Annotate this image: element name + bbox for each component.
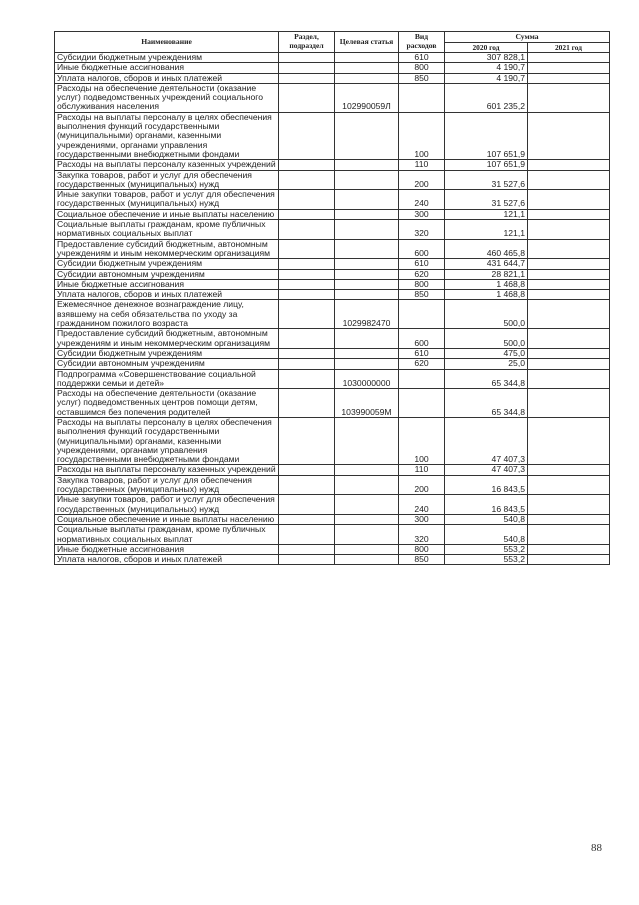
table-body xyxy=(55,53,610,565)
row-sum-2021 xyxy=(528,300,610,329)
table-row xyxy=(55,112,610,159)
row-name: Субсидии бюджетным учреждениям xyxy=(55,53,279,63)
row-sum-2021 xyxy=(528,359,610,369)
row-type: 850 xyxy=(399,73,445,83)
row-name: Расходы на выплаты персоналу казенных учреждений xyxy=(55,465,279,475)
row-target xyxy=(335,112,399,159)
row-section xyxy=(279,495,335,515)
row-sum-2021 xyxy=(528,544,610,554)
row-sum-2020: 65 344,8 xyxy=(445,389,528,418)
row-sum-2021 xyxy=(528,290,610,300)
row-name: Расходы на выплаты персоналу в целях обеспечения выполнения функций государственными (муниципальными) органами, казенными учреждениями, органами управления государственными внебюджетными фондами xyxy=(55,417,279,464)
row-sum-2020: 431 644,7 xyxy=(445,259,528,269)
table-row xyxy=(55,279,610,289)
row-section xyxy=(279,525,335,545)
row-name: Расходы на выплаты персоналу казенных учреждений xyxy=(55,160,279,170)
row-name: Иные бюджетные ассигнования xyxy=(55,544,279,554)
row-type xyxy=(399,389,445,418)
row-name: Иные закупки товаров, работ и услуг для обеспечения государственных (муниципальных) нужд xyxy=(55,190,279,210)
row-section xyxy=(279,329,335,349)
row-section xyxy=(279,190,335,210)
row-sum-2021 xyxy=(528,417,610,464)
row-name: Социальное обеспечение и иные выплаты населению xyxy=(55,209,279,219)
row-name: Иные бюджетные ассигнования xyxy=(55,279,279,289)
row-sum-2020: 4 190,7 xyxy=(445,63,528,73)
row-sum-2021 xyxy=(528,73,610,83)
table-row xyxy=(55,269,610,279)
table-row xyxy=(55,160,610,170)
row-type: 620 xyxy=(399,359,445,369)
table-row xyxy=(55,389,610,418)
page-number: 88 xyxy=(591,842,602,854)
row-name: Субсидии бюджетным учреждениям xyxy=(55,259,279,269)
row-name: Предоставление субсидий бюджетным, автономным учреждениям и иным некоммерческим организациям xyxy=(55,329,279,349)
row-sum-2020: 601 235,2 xyxy=(445,83,528,112)
row-name: Уплата налогов, сборов и иных платежей xyxy=(55,73,279,83)
row-target xyxy=(335,525,399,545)
table-row xyxy=(55,525,610,545)
row-sum-2021 xyxy=(528,190,610,210)
table-row xyxy=(55,465,610,475)
row-type: 240 xyxy=(399,495,445,515)
row-type: 240 xyxy=(399,190,445,210)
row-target xyxy=(335,269,399,279)
row-target xyxy=(335,259,399,269)
row-section xyxy=(279,259,335,269)
row-target xyxy=(335,290,399,300)
row-section xyxy=(279,53,335,63)
row-type: 110 xyxy=(399,465,445,475)
row-name: Уплата налогов, сборов и иных платежей xyxy=(55,555,279,565)
header-name: Наименование xyxy=(55,32,279,53)
row-type: 800 xyxy=(399,279,445,289)
row-sum-2021 xyxy=(528,160,610,170)
table-row xyxy=(55,544,610,554)
row-type: 300 xyxy=(399,209,445,219)
row-section xyxy=(279,290,335,300)
row-type: 610 xyxy=(399,259,445,269)
row-target xyxy=(335,73,399,83)
table-row xyxy=(55,83,610,112)
row-type: 200 xyxy=(399,170,445,190)
row-target: 102990059Л xyxy=(335,83,399,112)
row-type xyxy=(399,83,445,112)
row-section xyxy=(279,83,335,112)
table-row xyxy=(55,190,610,210)
row-target xyxy=(335,475,399,495)
row-name: Подпрограмма «Совершенствование социальной поддержки семьи и детей» xyxy=(55,369,279,389)
row-section xyxy=(279,279,335,289)
row-section xyxy=(279,160,335,170)
row-sum-2020: 107 651,9 xyxy=(445,160,528,170)
row-target xyxy=(335,329,399,349)
row-target xyxy=(335,465,399,475)
row-type: 610 xyxy=(399,53,445,63)
row-section xyxy=(279,544,335,554)
header-sum: Сумма xyxy=(445,32,610,43)
row-section xyxy=(279,63,335,73)
row-target xyxy=(335,220,399,240)
row-sum-2021 xyxy=(528,329,610,349)
table-row xyxy=(55,514,610,524)
row-sum-2021 xyxy=(528,514,610,524)
row-sum-2021 xyxy=(528,555,610,565)
table-row xyxy=(55,555,610,565)
row-name: Иные бюджетные ассигнования xyxy=(55,63,279,73)
row-type: 600 xyxy=(399,239,445,259)
row-name: Предоставление субсидий бюджетным, автономным учреждениям и иным некоммерческим организациям xyxy=(55,239,279,259)
row-section xyxy=(279,112,335,159)
table-row xyxy=(55,495,610,515)
row-name: Уплата налогов, сборов и иных платежей xyxy=(55,290,279,300)
row-section xyxy=(279,209,335,219)
header-year-2021: 2021 год xyxy=(528,43,610,53)
row-target xyxy=(335,209,399,219)
row-target xyxy=(335,359,399,369)
table-row xyxy=(55,63,610,73)
row-target: 1030000000 xyxy=(335,369,399,389)
row-target xyxy=(335,63,399,73)
row-sum-2020: 16 843,5 xyxy=(445,495,528,515)
row-section xyxy=(279,369,335,389)
row-sum-2021 xyxy=(528,259,610,269)
row-name: Закупка товаров, работ и услуг для обеспечения государственных (муниципальных) нужд xyxy=(55,170,279,190)
row-sum-2020: 47 407,3 xyxy=(445,417,528,464)
row-type: 850 xyxy=(399,290,445,300)
row-target xyxy=(335,348,399,358)
row-type: 300 xyxy=(399,514,445,524)
row-sum-2020: 31 527,6 xyxy=(445,170,528,190)
row-sum-2020: 28 821,1 xyxy=(445,269,528,279)
row-section xyxy=(279,239,335,259)
row-section xyxy=(279,220,335,240)
header-type: Вид расходов xyxy=(399,32,445,53)
row-type: 800 xyxy=(399,544,445,554)
row-target xyxy=(335,555,399,565)
row-sum-2020: 500,0 xyxy=(445,329,528,349)
row-type xyxy=(399,369,445,389)
row-name: Расходы на обеспечение деятельности (оказание услуг) подведомственных учреждений социального обслуживания населения xyxy=(55,83,279,112)
row-section xyxy=(279,348,335,358)
table-row xyxy=(55,73,610,83)
table-row xyxy=(55,369,610,389)
row-sum-2021 xyxy=(528,269,610,279)
row-target xyxy=(335,417,399,464)
table-row xyxy=(55,417,610,464)
table-row xyxy=(55,259,610,269)
row-type: 110 xyxy=(399,160,445,170)
table-row xyxy=(55,209,610,219)
row-sum-2020: 65 344,8 xyxy=(445,369,528,389)
row-sum-2021 xyxy=(528,53,610,63)
table-row xyxy=(55,329,610,349)
row-type xyxy=(399,300,445,329)
row-name: Иные закупки товаров, работ и услуг для обеспечения государственных (муниципальных) нужд xyxy=(55,495,279,515)
row-sum-2021 xyxy=(528,279,610,289)
row-sum-2020: 553,2 xyxy=(445,555,528,565)
row-sum-2020: 31 527,6 xyxy=(445,190,528,210)
table-row xyxy=(55,359,610,369)
row-sum-2021 xyxy=(528,170,610,190)
row-type: 100 xyxy=(399,417,445,464)
row-target xyxy=(335,279,399,289)
row-target xyxy=(335,514,399,524)
row-target xyxy=(335,544,399,554)
table-row xyxy=(55,239,610,259)
row-sum-2020: 25,0 xyxy=(445,359,528,369)
row-sum-2020: 4 190,7 xyxy=(445,73,528,83)
row-sum-2021 xyxy=(528,63,610,73)
row-sum-2021 xyxy=(528,389,610,418)
row-sum-2020: 553,2 xyxy=(445,544,528,554)
row-sum-2020: 121,1 xyxy=(445,209,528,219)
row-name: Субсидии автономным учреждениям xyxy=(55,359,279,369)
header-section: Раздел, подраздел xyxy=(279,32,335,53)
row-sum-2021 xyxy=(528,112,610,159)
row-section xyxy=(279,465,335,475)
row-target xyxy=(335,239,399,259)
row-type: 320 xyxy=(399,525,445,545)
row-name: Расходы на выплаты персоналу в целях обеспечения выполнения функций государственными (муниципальными) органами, казенными учреждениями, органами управления государственными внебюджетными фондами xyxy=(55,112,279,159)
row-target: 1029982470 xyxy=(335,300,399,329)
row-name: Закупка товаров, работ и услуг для обеспечения государственных (муниципальных) нужд xyxy=(55,475,279,495)
row-sum-2020: 475,0 xyxy=(445,348,528,358)
row-section xyxy=(279,389,335,418)
row-type: 600 xyxy=(399,329,445,349)
table-row xyxy=(55,220,610,240)
row-section xyxy=(279,475,335,495)
row-sum-2020: 1 468,8 xyxy=(445,290,528,300)
row-section xyxy=(279,359,335,369)
row-sum-2021 xyxy=(528,465,610,475)
row-sum-2021 xyxy=(528,83,610,112)
row-sum-2020: 307 828,1 xyxy=(445,53,528,63)
row-name: Субсидии автономным учреждениям xyxy=(55,269,279,279)
row-section xyxy=(279,170,335,190)
row-name: Социальные выплаты гражданам, кроме публичных нормативных социальных выплат xyxy=(55,525,279,545)
row-sum-2021 xyxy=(528,495,610,515)
table-row xyxy=(55,475,610,495)
row-sum-2020: 500,0 xyxy=(445,300,528,329)
table-row xyxy=(55,53,610,63)
row-sum-2021 xyxy=(528,369,610,389)
row-sum-2021 xyxy=(528,209,610,219)
row-sum-2021 xyxy=(528,525,610,545)
row-target xyxy=(335,53,399,63)
row-target xyxy=(335,495,399,515)
table-header xyxy=(55,32,610,53)
row-type: 610 xyxy=(399,348,445,358)
row-name: Ежемесячное денежное вознаграждение лицу, взявшему на себя обязательства по уходу за гражданином пожилого возраста xyxy=(55,300,279,329)
table-row xyxy=(55,300,610,329)
header-year-2020: 2020 год xyxy=(445,43,528,53)
row-sum-2020: 121,1 xyxy=(445,220,528,240)
row-name: Социальное обеспечение и иные выплаты населению xyxy=(55,514,279,524)
header-target: Целевая статья xyxy=(335,32,399,53)
row-target: 103990059М xyxy=(335,389,399,418)
row-section xyxy=(279,269,335,279)
row-sum-2020: 460 465,8 xyxy=(445,239,528,259)
row-sum-2021 xyxy=(528,239,610,259)
row-section xyxy=(279,73,335,83)
row-type: 800 xyxy=(399,63,445,73)
table-row xyxy=(55,170,610,190)
row-type: 320 xyxy=(399,220,445,240)
row-name: Расходы на обеспечение деятельности (оказание услуг) подведомственных центров помощи детям, оставшимся без попечения родителей xyxy=(55,389,279,418)
row-section xyxy=(279,514,335,524)
row-sum-2020: 107 651,9 xyxy=(445,112,528,159)
row-target xyxy=(335,190,399,210)
row-sum-2021 xyxy=(528,475,610,495)
row-type: 200 xyxy=(399,475,445,495)
row-section xyxy=(279,300,335,329)
row-sum-2020: 540,8 xyxy=(445,514,528,524)
row-sum-2020: 47 407,3 xyxy=(445,465,528,475)
row-type: 100 xyxy=(399,112,445,159)
row-target xyxy=(335,170,399,190)
table-row xyxy=(55,290,610,300)
row-sum-2020: 1 468,8 xyxy=(445,279,528,289)
row-sum-2020: 540,8 xyxy=(445,525,528,545)
row-section xyxy=(279,555,335,565)
row-type: 850 xyxy=(399,555,445,565)
table-row xyxy=(55,348,610,358)
row-name: Субсидии бюджетным учреждениям xyxy=(55,348,279,358)
row-sum-2020: 16 843,5 xyxy=(445,475,528,495)
row-sum-2021 xyxy=(528,220,610,240)
row-type: 620 xyxy=(399,269,445,279)
row-name: Социальные выплаты гражданам, кроме публичных нормативных социальных выплат xyxy=(55,220,279,240)
budget-table xyxy=(54,31,610,565)
row-target xyxy=(335,160,399,170)
row-sum-2021 xyxy=(528,348,610,358)
row-section xyxy=(279,417,335,464)
